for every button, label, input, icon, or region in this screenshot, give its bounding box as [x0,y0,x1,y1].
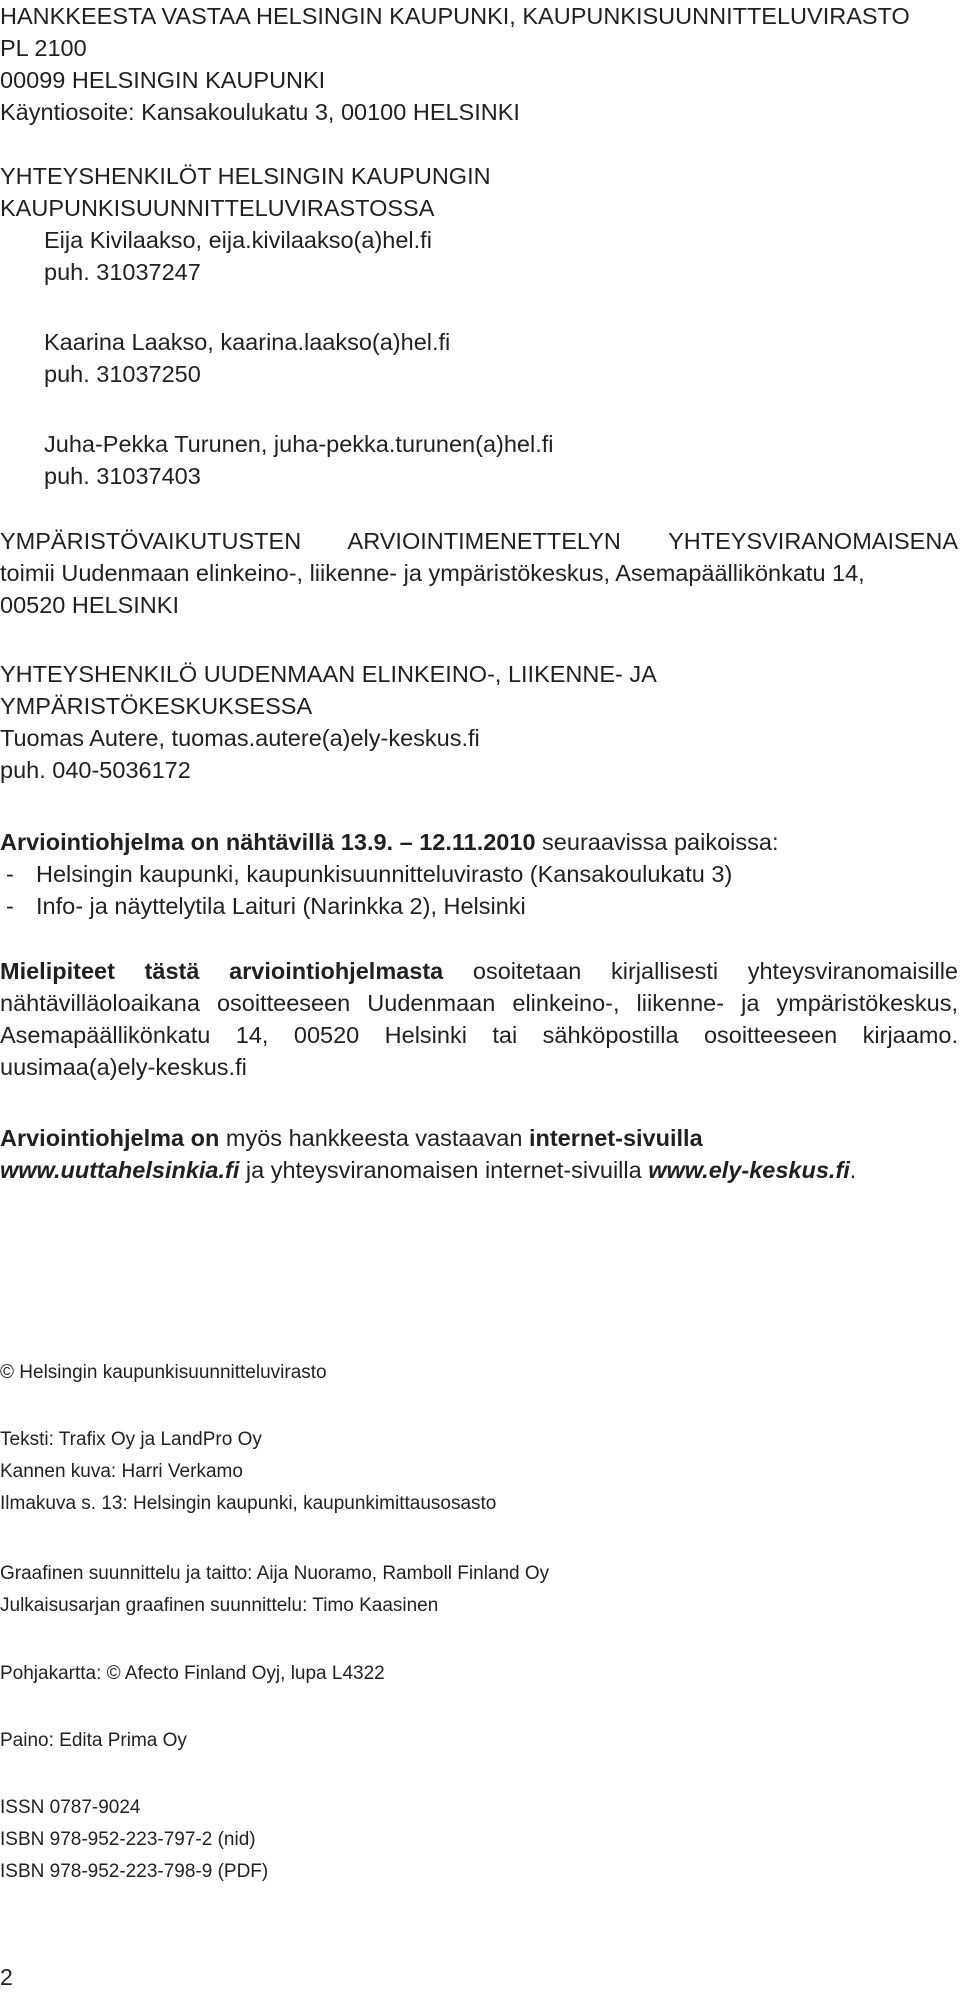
display-bold: Arviointiohjelma on nähtävillä 13.9. – 12.11.2010 [0,829,536,855]
internet-bold-2: internet-sivuilla [528,1125,703,1151]
credits-identifiers [0,1792,958,1888]
credits-text: Teksti: Trafix Oy ja LandPro Oy [0,1429,262,1450]
opinions-bold: Mielipiteet tästä arviointiohjelmasta [0,958,444,984]
internet-mid-1: myös hankkeesta vastaavan [219,1125,529,1151]
isbn-pdf-line: ISBN 978-952-223-798-9 (PDF) [0,1861,269,1882]
internet-line-2 [0,1154,958,1186]
dash-bullet: - [6,861,14,887]
credits-series: Julkaisusarjan graafinen suunnittelu: Timo Kaasinen [0,1595,439,1616]
display-block [0,826,958,922]
credits-aerial: Ilmakuva s. 13: Helsingin kaupunki, kaupunkimittausosasto [0,1493,497,1514]
issn-line: ISSN 0787-9024 [0,1797,141,1818]
ely-website-link[interactable]: www.ely-keskus.fi [648,1157,850,1183]
authority-line-3: 00520 HELSINKI [0,592,179,618]
contact-name: Eija Kivilaakso, eija.kivilaakso(a)hel.fi [44,227,432,253]
print-line: Paino: Edita Prima Oy [0,1730,187,1751]
credits-basemap [0,1658,958,1690]
header-line-4: Käyntiosoite: Kansakoulukatu 3, 00100 HELSINKI [0,99,520,125]
ely-contact-name: Tuomas Autere, tuomas.autere(a)ely-keskus.fi [0,725,480,751]
display-place [0,890,958,922]
credits-design: Graafinen suunnittelu ja taitto: Aija Nuoramo, Ramboll Finland Oy [0,1563,550,1584]
city-contact-3 [0,428,958,492]
opinions-block [0,955,958,1083]
header-line-3: 00099 HELSINGIN KAUPUNKI [0,67,326,93]
opinions-line-1-rest: osoitetaan kirjallisesti yhteysviranomaisille [443,958,958,984]
ely-contact-phone: puh. 040-5036172 [0,757,191,783]
credits-cover: Kannen kuva: Harri Verkamo [0,1461,243,1482]
contact-phone: puh. 31037250 [44,361,201,387]
internet-block [0,1122,958,1186]
display-intro [0,826,958,858]
basemap-line: Pohjakartta: © Afecto Finland Oyj, lupa L4322 [0,1663,385,1684]
contact-name: Kaarina Laakso, kaarina.laakso(a)hel.fi [44,329,451,355]
dash-bullet: - [6,893,14,919]
opinions-line-4: uusimaa(a)ely-keskus.fi [0,1054,247,1080]
display-rest: seuraavissa paikoissa: [535,829,779,855]
city-contacts-heading-2: KAUPUNKISUUNNITTELUVIRASTOSSA [0,195,435,221]
project-website-link[interactable]: www.uuttahelsinkia.fi [0,1157,240,1183]
internet-line-1 [0,1122,958,1154]
ely-contact-heading-1: YHTEYSHENKILÖ UUDENMAAN ELINKEINO-, LIIKENNE- JA [0,661,657,687]
authority-line-1: YMPÄRISTÖVAIKUTUSTEN ARVIOINTIMENETTELYN YHTEYSVIRANOMAISENA [0,528,958,554]
authority-line-2: toimii Uudenmaan elinkeino-, liikenne- ja ympäristökeskus, Asemapäällikönkatu 14, [0,560,865,586]
internet-end: . [849,1157,857,1183]
contact-phone: puh. 31037247 [44,259,201,285]
display-place [0,858,958,890]
opinions-line-3: Asemapäällikönkatu 14, 00520 Helsinki tai sähköpostilla osoitteeseen kirjaamo. [0,1022,958,1048]
isbn-print-line: ISBN 978-952-223-797-2 (nid) [0,1829,256,1850]
internet-bold-1: Arviointiohjelma on [0,1125,220,1151]
contact-phone: puh. 31037403 [44,463,201,489]
opinions-line-1 [0,955,958,987]
city-contacts-heading-1: YHTEYSHENKILÖT HELSINGIN KAUPUNGIN [0,163,491,189]
page-number: 2 [0,1964,13,1990]
ely-contact-block [0,658,958,786]
credits-design-block [0,1558,958,1622]
authority-block [0,525,958,621]
display-place-text: Helsingin kaupunki, kaupunkisuunnitteluvirasto (Kansakoulukatu 3) [36,861,733,887]
internet-mid-2: ja yhteysviranomaisen internet-sivuilla [239,1157,649,1183]
copyright-line: © Helsingin kaupunkisuunnitteluvirasto [0,1362,327,1383]
contact-name: Juha-Pekka Turunen, juha-pekka.turunen(a)hel.fi [44,431,554,457]
display-place-text: Info- ja näyttelytila Laituri (Narinkka 2), Helsinki [36,893,526,919]
city-contacts-block [0,160,958,288]
credits-copyright [0,1357,958,1389]
header-line-2: PL 2100 [0,35,87,61]
credits-print [0,1725,958,1757]
header-block [0,0,958,128]
header-line-1: HANKKEESTA VASTAA HELSINGIN KAUPUNKI, KAUPUNKISUUNNITTELUVIRASTO [0,3,910,29]
ely-contact-heading-2: YMPÄRISTÖKESKUKSESSA [0,693,313,719]
opinions-line-2: nähtävilläoloaikana osoitteeseen Uudenmaan elinkeino-, liikenne- ja ympäristökeskus, [0,990,958,1016]
credits-text-block [0,1424,958,1520]
city-contact-2 [0,326,958,390]
